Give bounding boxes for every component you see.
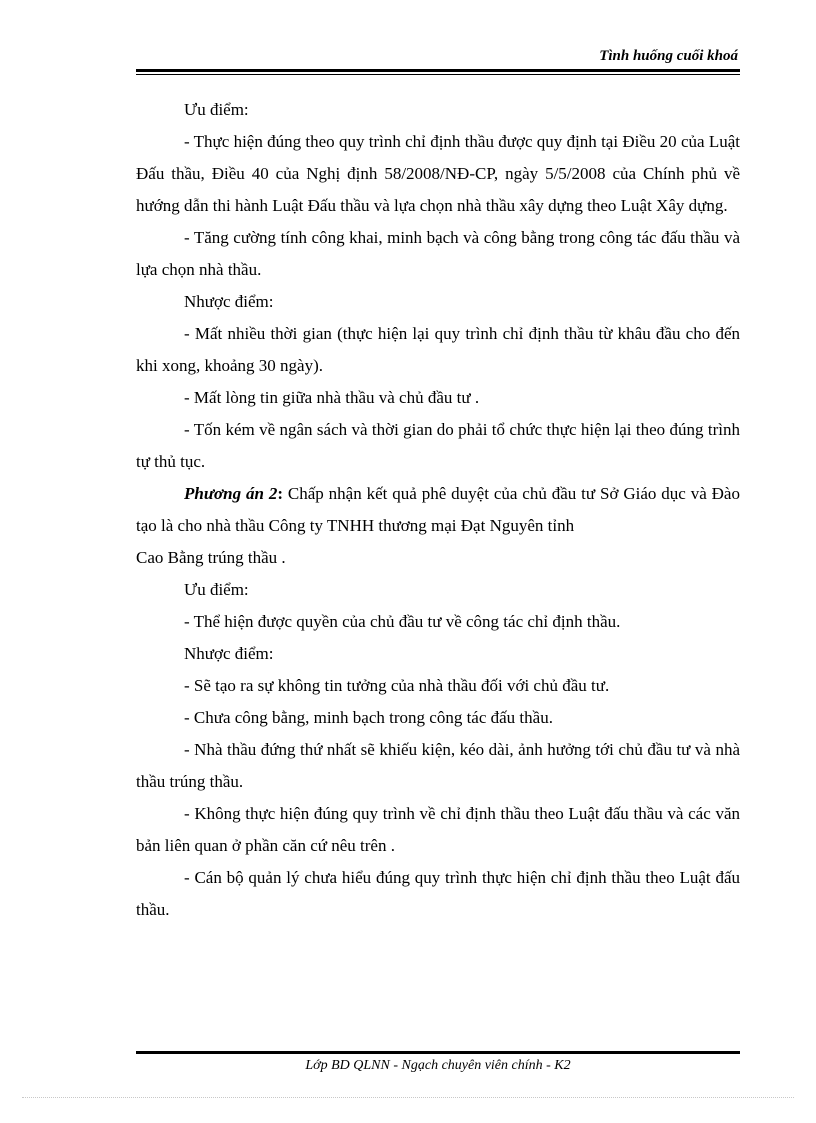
paragraph: - Thực hiện đúng theo quy trình chỉ định thầu được quy định tại Điều 20 của Luật Đấu thầu, Điều 40 của Nghị định 58/2008/NĐ-CP, ngày 5/5/2008 của Chính phủ về hướng dẫn thi hành Luật Đấu thầu và lựa chọn nhà thầu xây dựng theo Luật Xây dựng. [136,132,740,215]
paragraph: - Tăng cường tính công khai, minh bạch và công bằng trong công tác đấu thầu và lựa chọn nhà thầu. [136,228,740,279]
paragraph: Ưu điểm: [184,100,249,119]
paragraph-continuation: Cao Bằng trúng thầu . [136,548,286,567]
paragraph: Nhược điểm: [184,292,274,311]
option-2-label: Phương án 2 [184,484,278,503]
paragraph: - Cán bộ quản lý chưa hiểu đúng quy trình thực hiện chỉ định thầu theo Luật đấu thầu. [136,868,740,919]
body-text [136,94,740,926]
paragraph: Ưu điểm: [184,580,249,599]
paragraph: - Sẽ tạo ra sự không tin tưởng của nhà thầu đối với chủ đầu tư. [184,676,610,695]
paragraph: - Mất lòng tin giữa nhà thầu và chủ đầu tư . [184,388,480,407]
paragraph: - Mất nhiều thời gian (thực hiện lại quy trình chỉ định thầu từ khâu đầu cho đến khi xong, khoảng 30 ngày). [136,324,740,375]
footer-text: Lớp BD QLNN - Ngạch chuyên viên chính - K2 [305,1058,571,1073]
paragraph: - Thể hiện được quyền của chủ đầu tư về công tác chỉ định thầu. [184,612,621,631]
paragraph: - Nhà thầu đứng thứ nhất sẽ khiếu kiện, kéo dài, ảnh hưởng tới chủ đầu tư và nhà thầu trúng thầu. [136,740,740,791]
paragraph: - Tốn kém về ngân sách và thời gian do phải tổ chức thực hiện lại theo đúng trình tự thủ tục. [136,420,740,471]
page-bottom-border [22,1097,794,1098]
option-2-colon: : [277,484,284,503]
option-2-text: Chấp nhận kết quả phê duyệt của chủ đầu tư Sở Giáo dục và Đào tạo là cho nhà thầu Công ty TNHH thương mại Đạt Nguyên tỉnh [136,484,740,535]
paragraph: - Không thực hiện đúng quy trình về chỉ định thầu theo Luật đấu thầu và các văn bản liên quan ở phần căn cứ nêu trên . [136,804,740,855]
paragraph: Nhược điểm: [184,644,274,663]
header-title: Tình huống cuối khoá [599,48,738,64]
header-rule-thin [136,74,740,75]
option-2-paragraph [136,478,740,542]
footer-rule [136,1051,740,1054]
paragraph: - Chưa công bằng, minh bạch trong công tác đấu thầu. [184,708,553,727]
header-rule-thick [136,69,740,72]
